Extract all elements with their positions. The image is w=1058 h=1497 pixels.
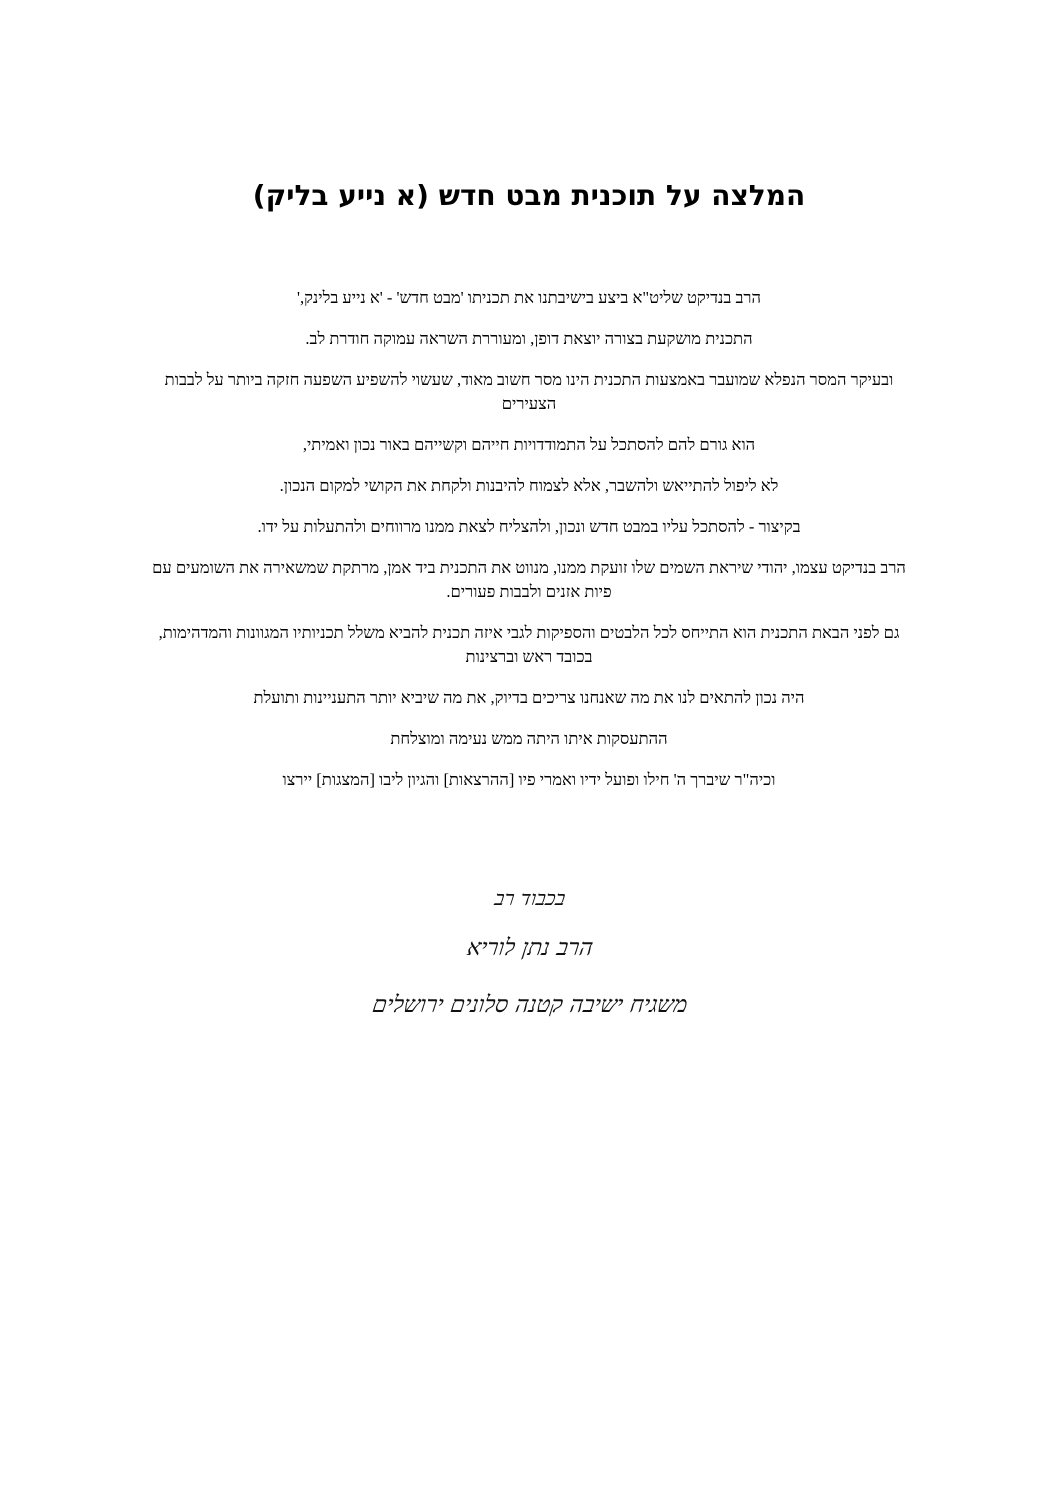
paragraph: הרב בנדיקט עצמו, יהודי שיראת השמים שלו זועקת ממנו, מנווט את התכנית ביד אמן, מרתקת שמשאירה את השומעים עם פיות אזנים ולבבות פעורים.	[152, 558, 906, 601]
paragraph: בקיצור - להסתכל עליו במבט חדש ונכון, ולהצליח לצאת ממנו מרווחים ולהתעלות על ידו.	[257, 517, 801, 536]
paragraph: התכנית מושקעת בצורה יוצאת דופן, ומעוררת השראה עמוקה חודרת לב.	[305, 329, 753, 348]
paragraph: הוא גורם להם להסתכל על התמודדויות חייהם וקשייהם באור נכון ואמיתי,	[302, 435, 756, 454]
paragraph: היה נכון להתאים לנו את מה שאנחנו צריכים בדיוק, את מה שיביא יותר התעניינות ותועלת	[253, 688, 805, 707]
paragraph: הרב בנדיקט שליט"א ביצע בישיבתנו את תכניתו 'מבט חדש' - 'א נייע בלינק,'	[296, 288, 761, 307]
signature-closing: בכבוד רב	[493, 886, 567, 910]
paragraph: ההתעסקות איתו היתה ממש נעימה ומוצלחת	[390, 729, 668, 748]
paragraph: גם לפני הבאת התכנית הוא התייחס לכל הלבטים והספיקות לגבי איזה תכנית להביא משלל תכניותיו המגוונות והמדהימות, בכובד ראש וברצינות	[158, 623, 900, 666]
paragraph: וכיה"ר שיברך ה' חילו ופועל ידיו ואמרי פיו [ההרצאות] והגיון ליבו [המצגות] יירצו	[282, 770, 776, 789]
paragraph: ובעיקר המסר הנפלא שמועבר באמצעות התכנית הינו מסר חשוב מאוד, שעשוי להשפיע השפעה חזקה ביותר על לבבות הצעירים	[164, 370, 894, 413]
signature-position: משגיח ישיבה קטנה סלונים ירושלים	[370, 992, 690, 1018]
document-title: המלצה על תוכנית מבט חדש (א נייע בליק)	[252, 179, 806, 212]
paragraph: לא ליפול להתייאש ולהשבר, אלא לצמוח להיבנות ולקחת את הקושי למקום הנכון.	[279, 476, 779, 495]
document-body	[150, 286, 908, 809]
signature-name: הרב נתן לוריא	[465, 935, 595, 961]
